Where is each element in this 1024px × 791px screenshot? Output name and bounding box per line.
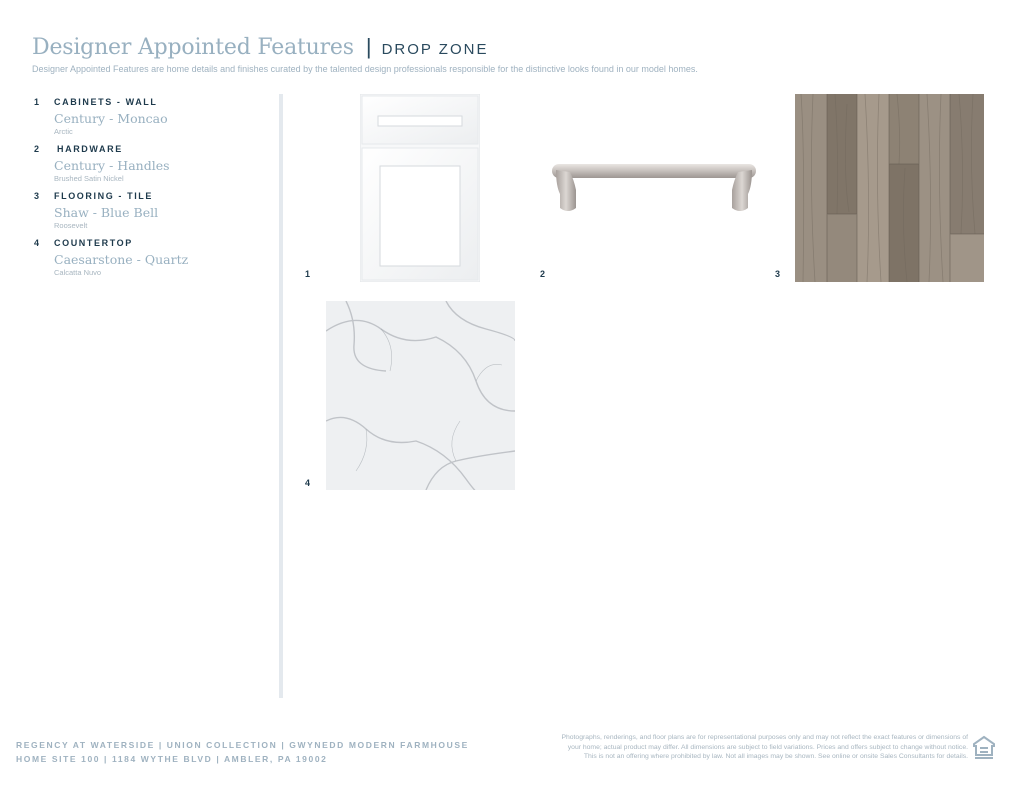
- swatch-number: 1: [305, 269, 311, 279]
- page-title: Designer Appointed Features: [32, 35, 354, 60]
- feature-finish: Roosevelt: [54, 221, 88, 230]
- swatch-number: 4: [305, 478, 311, 488]
- page-subtitle: DROP ZONE: [381, 41, 489, 58]
- intro-text: Designer Appointed Features are home details and finishes curated by the talented design professionals responsible for the distinctive looks found in our model homes.: [32, 64, 698, 74]
- feature-finish: Brushed Satin Nickel: [54, 174, 124, 183]
- feature-category: CABINETS - WALL: [54, 97, 158, 107]
- feature-item: [34, 144, 264, 183]
- feature-category: COUNTERTOP: [54, 238, 133, 248]
- footer-disclaimer: Photographs, renderings, and floor plans are for representational purposes only and may not reflect the exact features or dimensions of your home; actual product may differ. All dimensions are subject to field variations. Prices and offers subject to change without notice. This is not an offering where prohibited by law. Not all images may be shown. See online or onsite Sales Consultants for details.: [561, 734, 968, 760]
- footer-community: REGENCY AT WATERSIDE | UNION COLLECTION | GWYNEDD MODERN FARMHOUSE: [16, 740, 469, 750]
- feature-category: FLOORING - TILE: [54, 191, 153, 201]
- feature-number: 3: [34, 191, 41, 201]
- feature-finish: Calcatta Nuvo: [54, 268, 102, 277]
- feature-category: HARDWARE: [57, 144, 123, 154]
- quartz-marble-image: [326, 301, 515, 490]
- feature-product: Century - Handles: [54, 158, 170, 173]
- swatch-number: 2: [540, 269, 546, 279]
- feature-product: Caesarstone - Quartz: [54, 252, 189, 267]
- cabinet-door-image: [360, 94, 480, 282]
- feature-number: 4: [34, 238, 41, 248]
- vertical-divider: [279, 94, 283, 698]
- bar-handle-image: [548, 160, 760, 216]
- feature-product: Shaw - Blue Bell: [54, 205, 159, 220]
- footer-address: [16, 738, 469, 766]
- footer-homesite: HOME SITE 100 | 1184 WYTHE BLVD | AMBLER, PA 19002: [16, 754, 328, 764]
- feature-item: [34, 191, 264, 230]
- page-header: [32, 34, 488, 60]
- feature-finish: Arctic: [54, 127, 73, 136]
- title-separator: |: [365, 34, 372, 59]
- feature-product: Century - Moncao: [54, 111, 168, 126]
- swatch-number: 3: [775, 269, 781, 279]
- feature-item: [34, 97, 264, 136]
- feature-item: [34, 238, 264, 277]
- wood-floor-image: [795, 94, 984, 282]
- feature-number: 1: [34, 97, 41, 107]
- equal-housing-opportunity-icon: [972, 735, 996, 761]
- feature-list: [34, 97, 264, 285]
- feature-number: 2: [34, 144, 41, 154]
